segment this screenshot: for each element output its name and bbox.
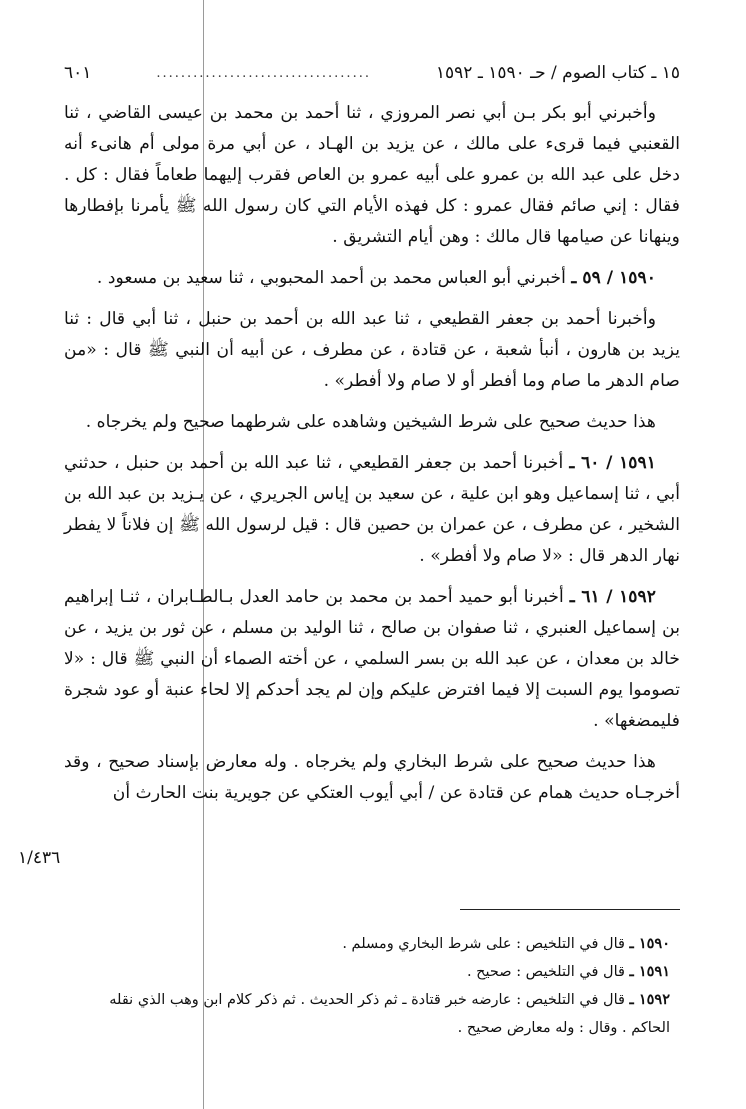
paragraph-4 (64, 407, 680, 438)
footnote-number: ١٥٩٢ ـ (629, 991, 670, 1008)
paragraph-2 (64, 263, 680, 294)
paragraph-text: هذا حديث صحيح على شرط الشيخين وشاهده على شرطهما صحيح ولم يخرجاه . (85, 412, 656, 432)
hadith-number: ١٥٩١ / ٦٠ ـ (569, 453, 657, 473)
paragraph-text: وأخبرنا أحمد بن جعفر القطيعي ، ثنا عبد الله بن أحمد بن حنبل ، ثنا أبي قال : ثنا يزيد بن هارون ، أنبأ شعبة ، عن قتادة ، عن مطرف ، عن أبيه أن النبي ﷺ قال : «من صام الدهر ما صام وما أفطر أو لا صام ولا أفطر» . (64, 309, 680, 391)
paragraph-1 (64, 98, 680, 253)
paragraph-text: أخبرني أبو العباس محمد بن أحمد المحبوبي ، ثنا سعيد بن مسعود . (96, 268, 572, 288)
header-leader-dots: ................................... (156, 65, 371, 81)
footnote-text: قال في التلخيص : على شرط البخاري ومسلم . (342, 936, 630, 952)
paragraph-6 (64, 582, 680, 737)
footnote-number: ١٥٩٠ ـ (629, 935, 670, 952)
page-number: ٦٠١ (64, 63, 92, 83)
footnote-text: قال في التلخيص : صحيح . (466, 964, 630, 980)
main-text (64, 98, 680, 819)
page-header (64, 58, 680, 88)
footnote-1590 (64, 930, 670, 958)
paragraph-text: أخبرنا أحمد بن جعفر القطيعي ، ثنا عبد الله بن أحمد بن حنبل ، حدثني أبي ، ثنا إسماعيل وهو ابن علية ، عن سعيد بن إياس الجريري ، عن يـزيد بن عبد الله بن الشخير ، عن مطرف ، عن عمران بن حصين قال : قيل لرسول الله ﷺ إن فلاناً لا يفطر نهار الدهر قال : «لا صام ولا أفطر» . (64, 453, 680, 566)
paragraph-5 (64, 448, 680, 572)
footnote-1592 (64, 986, 670, 1014)
paragraph-text: هذا حديث صحيح على شرط البخاري ولم يخرجاه . وله معارض بإسناد صحيح ، وقد أخرجـاه حديث همام عن قتادة عن / أبي أيوب العتكي عن جويرية بنت الحارث أن (64, 752, 680, 803)
footnote-number: ١٥٩١ ـ (629, 963, 670, 980)
paragraph-text: وأخبرني أبو بكر بـن أبي نصر المروزي ، ثنا أحمد بن محمد بن عيسى القاضي ، ثنا القعنبي فيما قرىء على مالك ، عن يزيد بن الهـاد ، عن أبي مرة مولى أم هانىء أنه دخل على عبد الله بن عمرو على أبيه عمرو بن العاص فقرب إليهما طعاماً فقال : كل . فقال : إني صائم فقال عمرو : كل فهذه الأيام التي كان رسول الله ﷺ يأمرنا بإفطارها وينهانا عن صيامها قال مالك : وهن أيام التشريق . (64, 103, 680, 247)
running-title: ١٥ ـ كتاب الصوم / حـ ١٥٩٠ ـ ١٥٩٢ (435, 63, 680, 83)
paragraph-7 (64, 747, 680, 809)
hadith-number: ١٥٩٢ / ٦١ ـ (569, 587, 656, 607)
footnotes (64, 930, 670, 1042)
footnote-1591 (64, 958, 670, 986)
footnote-text: قال في التلخيص : عارضه خبر قتادة ـ ثم ذكر الحديث . ثم ذكر كلام ابن وهب الذي نقله (109, 992, 630, 1008)
hadith-number: ١٥٩٠ / ٥٩ ـ (571, 268, 656, 288)
footnote-rule (460, 909, 680, 910)
paragraph-3 (64, 304, 680, 397)
footnote-1592-continuation: الحاكم . وقال : وله معارض صحيح . (457, 1020, 670, 1036)
margin-volume-reference: ١/٤٣٦ (18, 848, 61, 868)
paragraph-text: أخبرنا أبو حميد أحمد بن محمد بن حامد العدل بـالطـابران ، ثنـا إبراهيم بن إسماعيل العنبري ، ثنا صفوان بن صالح ، ثنا الوليد بن مسلم ، عن ثور بن يزيد ، عن خالد بن معدان ، عن عبد الله بن بسر السلمي ، عن أخته الصماء أن النبي ﷺ قال : «لا تصوموا يوم السبت إلا فيما افترض عليكم وإن لم يجد أحدكم إلا لحاء عنبة أو عود شجرة فليمضغها» . (64, 587, 680, 731)
